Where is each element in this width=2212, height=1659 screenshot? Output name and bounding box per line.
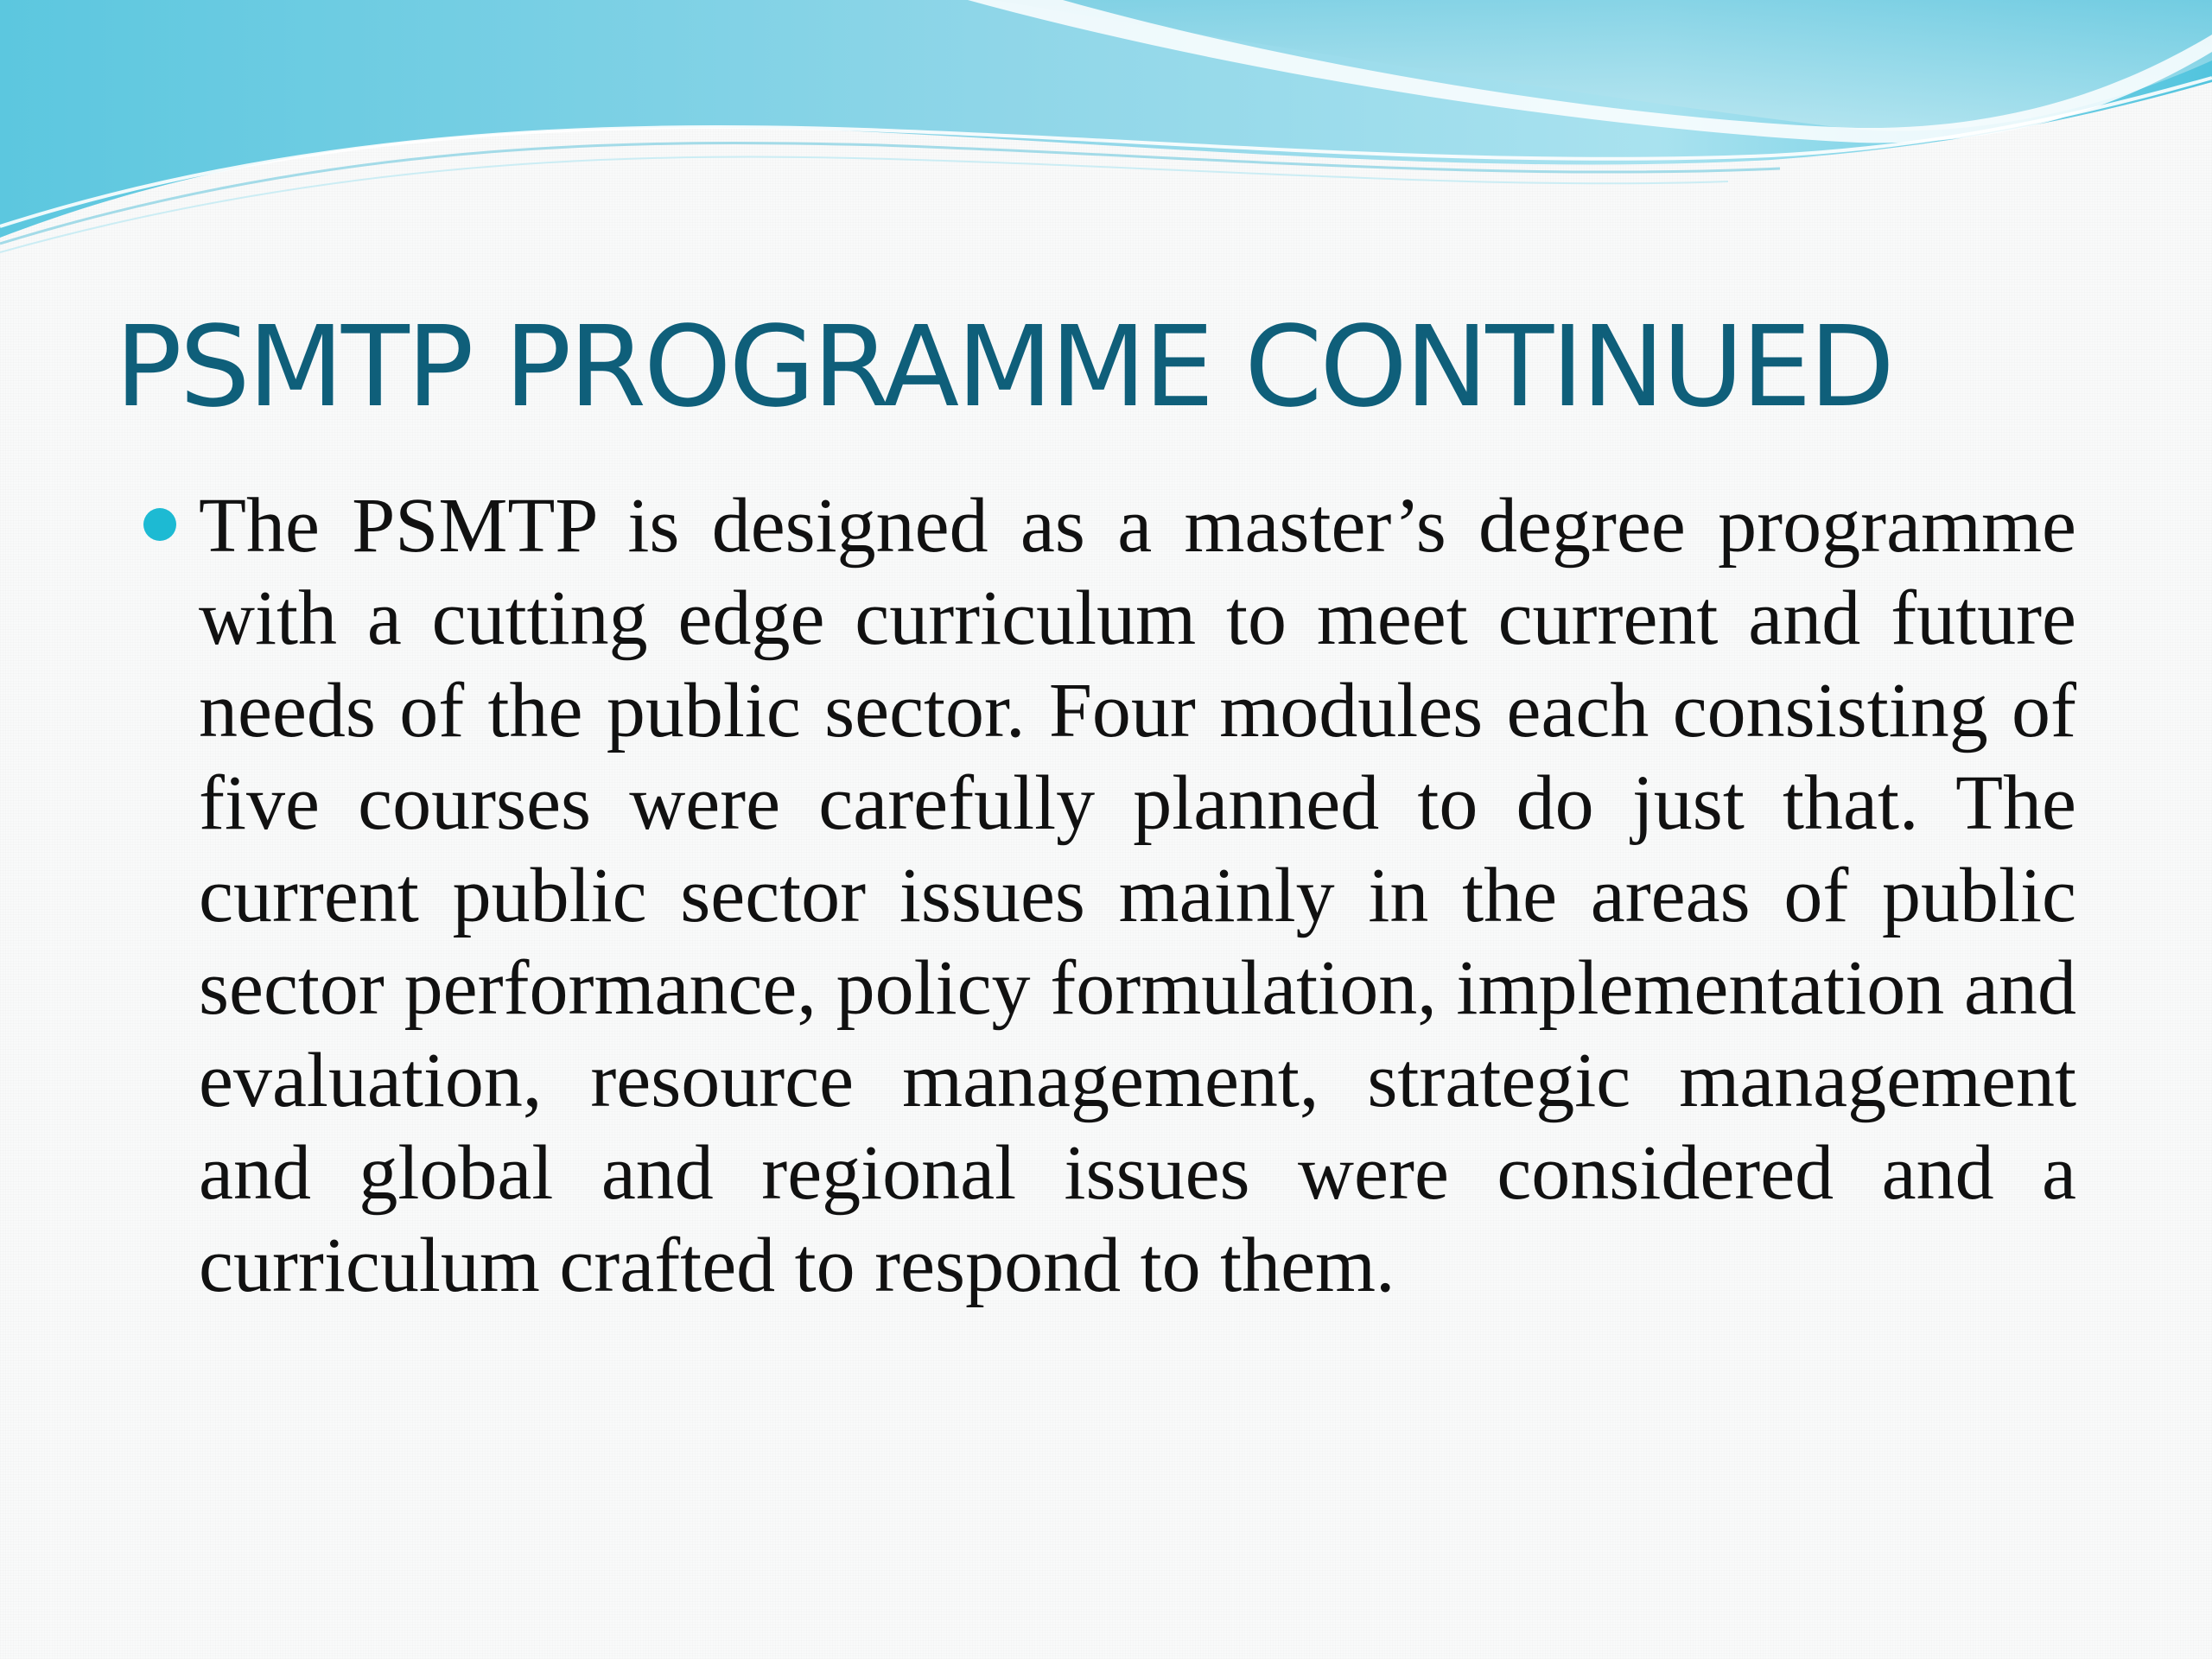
bullet-list: [138, 480, 2076, 1312]
bullet-dot-icon: [143, 508, 176, 541]
bullet-item: [138, 480, 2076, 1312]
slide-title: PSMTP PROGRAMME CONTINUED: [115, 302, 1892, 432]
bullet-text: The PSMTP is designed as a master’s degree programme with a cutting edge curriculum to meet current and future needs of the public sector. Four modules each consisting of five courses were carefully planned to do just that. The current public sector issues mainly in the areas of public sector performance, policy formulation, implementation and evaluation, resource management, strategic management and global and regional issues were considered and a curriculum crafted to respond to them.: [199, 483, 2076, 1308]
header-wave-decoration: [0, 0, 2212, 259]
